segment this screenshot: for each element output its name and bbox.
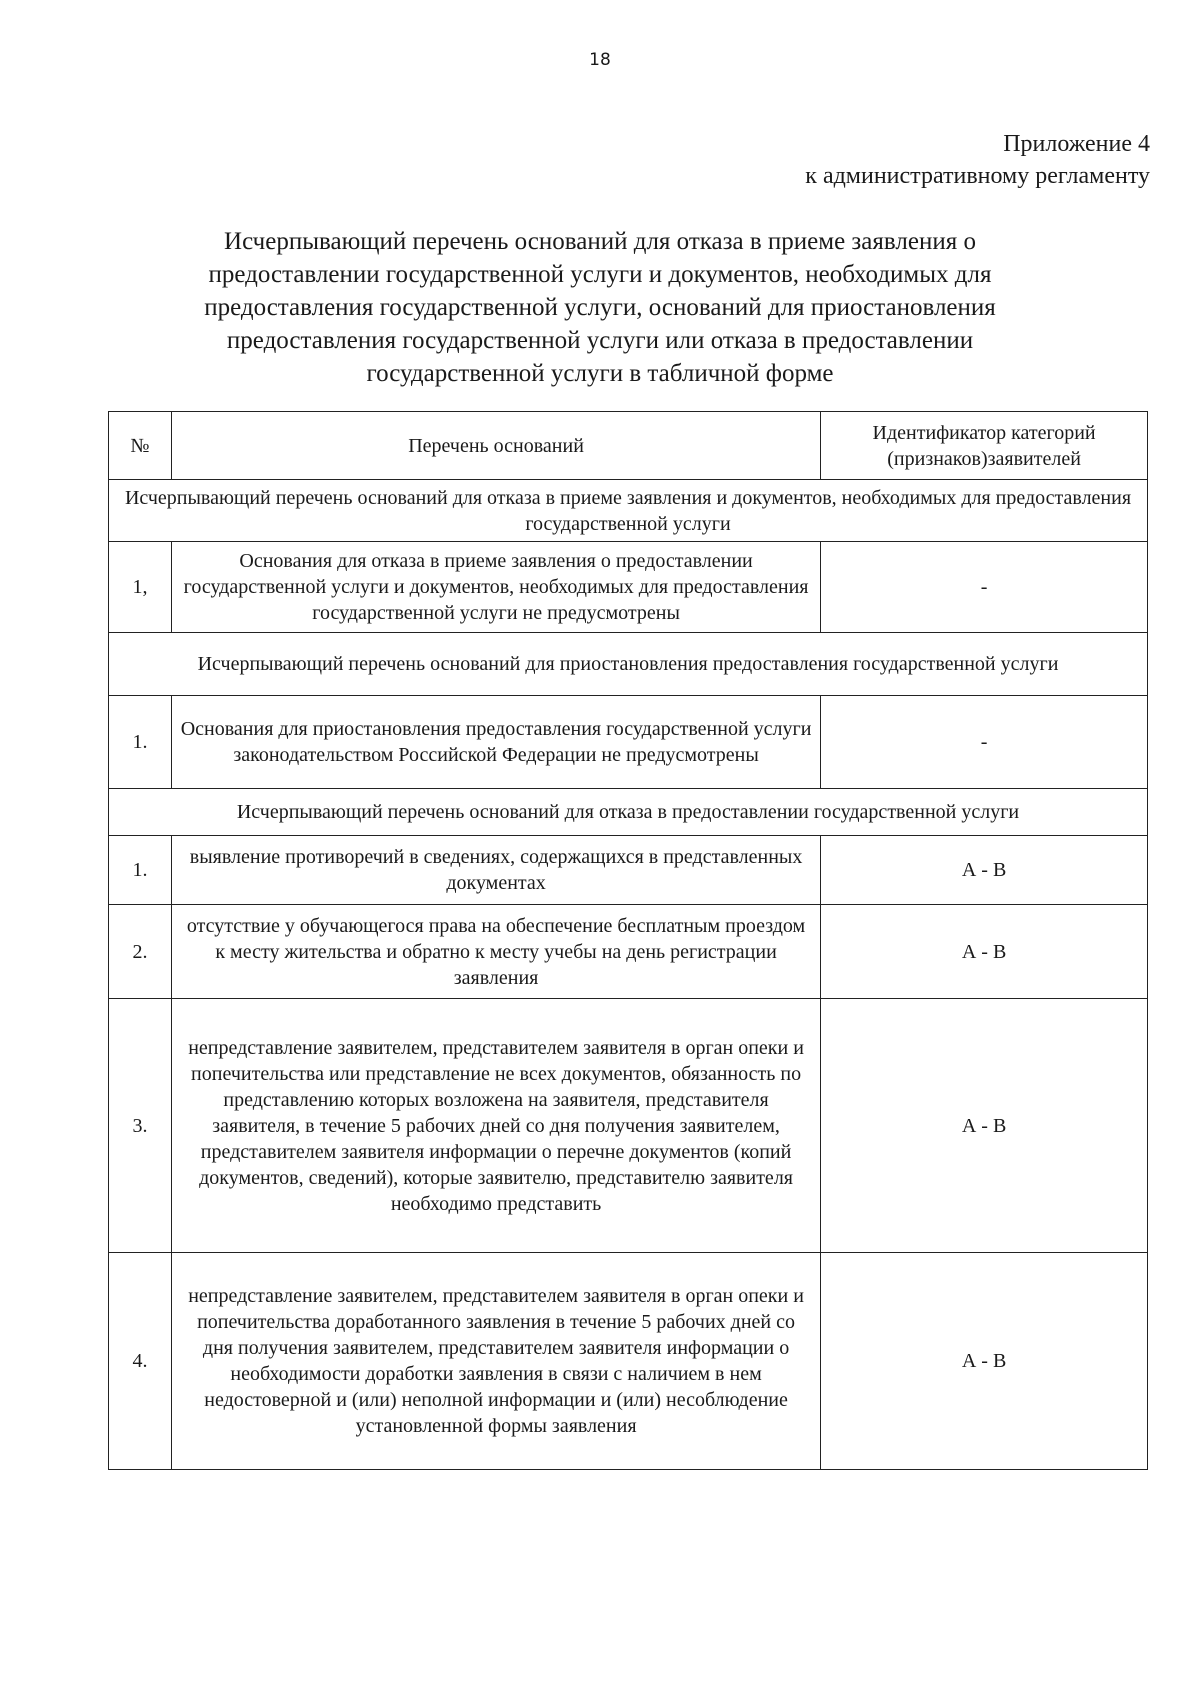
appendix-line-2: к административному регламенту [805,163,1150,189]
appendix-label [805,128,1150,192]
row-number: 1. [109,836,172,905]
header-grounds: Перечень оснований [171,412,820,480]
table-row [109,999,1148,1253]
appendix-line-1: Приложение 4 [1003,131,1150,157]
row-grounds-text: отсутствие у обучающегося права на обеспечение бесплатным проездом к месту жительства и обратно к месту учебы на день регистрации заявления [171,905,820,999]
section-heading-row [109,480,1148,542]
table-row [109,836,1148,905]
row-identifier: А - В [821,836,1148,905]
row-number: 1, [109,542,172,633]
row-grounds-text: Основания для отказа в приеме заявления о предоставлении государственной услуги и документов, необходимых для предоставления государственной услуги не предусмотрены [171,542,820,633]
section-heading-row [109,633,1148,696]
page-number: 18 [589,50,611,70]
row-number: 4. [109,1253,172,1470]
row-number: 3. [109,999,172,1253]
table-row [109,542,1148,633]
row-identifier: А - В [821,999,1148,1253]
section-heading: Исчерпывающий перечень оснований для приостановления предоставления государственной услуги [109,633,1148,696]
row-identifier: - [821,696,1148,789]
header-number: № [109,412,172,480]
table-row [109,905,1148,999]
row-identifier: А - В [821,1253,1148,1470]
row-grounds-text: непредставление заявителем, представителем заявителя в орган опеки и попечительства доработанного заявления в течение 5 рабочих дней со дня получения заявителем, представителем заявителя информации о необходимости доработки заявления в связи с наличием в нем недостоверной и (или) неполной информации и (или) несоблюдение установленной формы заявления [171,1253,820,1470]
table-row [109,1253,1148,1470]
section-heading: Исчерпывающий перечень оснований для отказа в предоставлении государственной услуги [109,789,1148,836]
section-heading: Исчерпывающий перечень оснований для отказа в приеме заявления и документов, необходимых для предоставления государственной услуги [109,480,1148,542]
row-number: 2. [109,905,172,999]
header-identifier: Идентификатор категорий (признаков)заявителей [821,412,1148,480]
table-header-row [109,412,1148,480]
section-heading-row [109,789,1148,836]
row-grounds-text: выявление противоречий в сведениях, содержащихся в представленных документах [171,836,820,905]
document-title: Исчерпывающий перечень оснований для отказа в приеме заявления о предоставлении государственной услуги и документов, необходимых для предоставления государственной услуги, оснований для приостановления предоставления государственной услуги или отказа в предоставлении государственной услуги в табличной форме [204,228,996,387]
row-identifier: А - В [821,905,1148,999]
grounds-table [108,411,1148,1470]
table-row [109,696,1148,789]
row-identifier: - [821,542,1148,633]
row-number: 1. [109,696,172,789]
row-grounds-text: непредставление заявителем, представителем заявителя в орган опеки и попечительства или представление не всех документов, обязанность по представлению которых возложена на заявителя, представителя заявителя, в течение 5 рабочих дней со дня получения заявителем, представителем заявителя информации о перечне документов (копий документов, сведений), которые заявителю, представителю заявителя необходимо представить [171,999,820,1253]
row-grounds-text: Основания для приостановления предоставления государственной услуги законодательством Российской Федерации не предусмотрены [171,696,820,789]
